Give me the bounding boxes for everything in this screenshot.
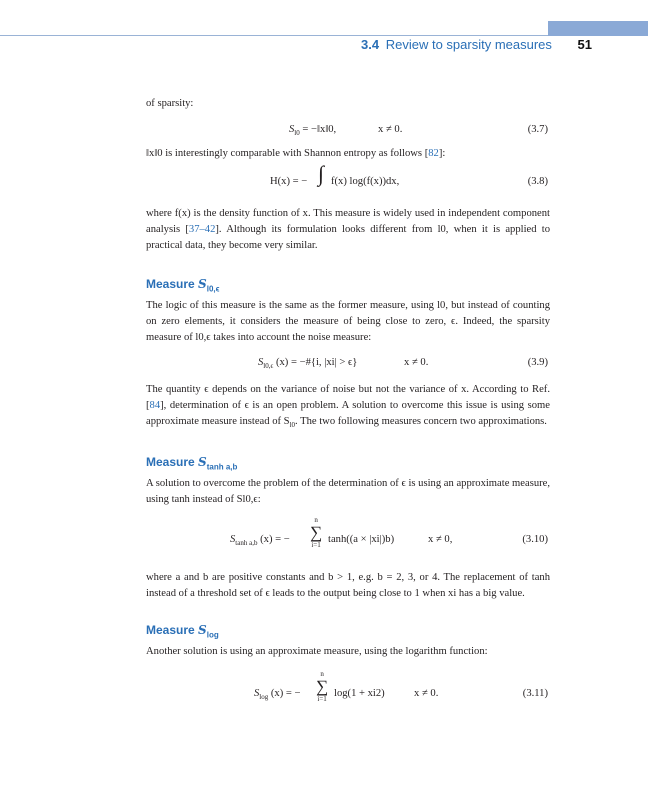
- paragraph-tanh: A solution to overcome the problem of the determination of ϵ is using an approximate measure, using tanh instead of Sl0,ϵ:: [146, 477, 550, 505]
- eq311-condition: x ≠ 0.: [414, 688, 439, 700]
- paragraph-epsilon: The quantity ϵ depends on the variance of noise but not the variance of x. According to Ref. [84], determination of ϵ is an open problem. A solution to overcome this issue is using some approximate measure instead of $S_{l0}$. The two following measures concern two approximations.: [146, 384, 550, 430]
- eq39-number: (3.9): [527, 357, 548, 369]
- paragraph-shannon: ‖x‖0 is interestingly comparable with Shannon entropy as follows [82]:: [146, 148, 446, 159]
- eq37-lhs: $S_{l0}$ = −‖x‖0,: [289, 124, 337, 138]
- equation-3-10: [146, 516, 550, 560]
- citation-84[interactable]: 84: [149, 400, 161, 412]
- paragraph-density: where f(x) is the density function of x. This measure is widely used in independent component analysis [37–42]. Although its formulation looks different from l0, when it is applied to practical data, they become very similar.: [146, 208, 550, 251]
- paragraph-tanh-constants: where a and b are positive constants and b > 1, e.g. b = 2, 3, or 4. The replacement of tanh instead of a threshold set of ϵ leads to the output being close to 1 when xi has a big value.: [146, 571, 550, 599]
- summation-sign: n ∑ i=1: [310, 515, 323, 549]
- paragraph-log: Another solution is using an approximate measure, using the logarithm function:: [146, 646, 488, 658]
- eq310-condition: x ≠ 0,: [428, 533, 453, 545]
- paragraph-l0-eps: The logic of this measure is the same as the former measure, using l0, but instead of counting on zero elements, it considers the measure of being close to zero, ϵ. Indeed, the sparsity measure of l0,ϵ takes into account the noise measure:: [146, 300, 550, 344]
- running-header: [361, 37, 592, 52]
- integral-sign: ∫: [318, 161, 325, 186]
- eq39-condition: x ≠ 0.: [404, 357, 429, 369]
- eq311-lhs: $S_{log}$ (x) = −: [254, 688, 301, 702]
- eq38-number: (3.8): [527, 176, 548, 187]
- heading-measure-l0-eps: Measure $S_{l0,\epsilon}$: [146, 277, 220, 294]
- eq38-integrand: f(x) log(f(x))dx,: [331, 176, 400, 187]
- equation-3-8: [146, 161, 550, 198]
- equation-3-11: [146, 670, 550, 714]
- citation-37-42[interactable]: 37–42: [188, 224, 216, 235]
- equation-3-9: [146, 355, 550, 373]
- eq37-number: (3.7): [527, 124, 548, 135]
- heading-measure-tanh: Measure $S_{tanh a,b}$: [146, 454, 238, 471]
- eq37-condition: x ≠ 0.: [378, 124, 403, 135]
- heading-measure-log: Measure $S_{log}$: [146, 622, 219, 640]
- equation-3-7: [146, 122, 550, 140]
- intro-line: of sparsity:: [146, 98, 194, 109]
- eq38-lhs: H(x) = −: [270, 176, 308, 187]
- eq311-number: (3.11): [522, 688, 548, 700]
- eq311-body: log(1 + xi2): [334, 688, 385, 700]
- eq39-lhs: $S_{l0,\epsilon}$ (x) = −#{i, |xi| > ϵ}: [258, 357, 358, 371]
- page-number: 51: [577, 37, 592, 52]
- section-title: Review to sparsity measures: [385, 37, 552, 52]
- eq310-number: (3.10): [522, 533, 548, 545]
- header-accent-block: [548, 21, 648, 36]
- section-number: 3.4: [361, 37, 380, 52]
- eq310-lhs: $S_{tanh a,b}$ (x) = −: [230, 533, 290, 547]
- page-body: [146, 96, 550, 714]
- summation-sign-2: n ∑ i=1: [316, 670, 329, 704]
- citation-82[interactable]: 82: [428, 148, 439, 159]
- eq310-body: tanh((a × |xi|)b): [328, 533, 395, 545]
